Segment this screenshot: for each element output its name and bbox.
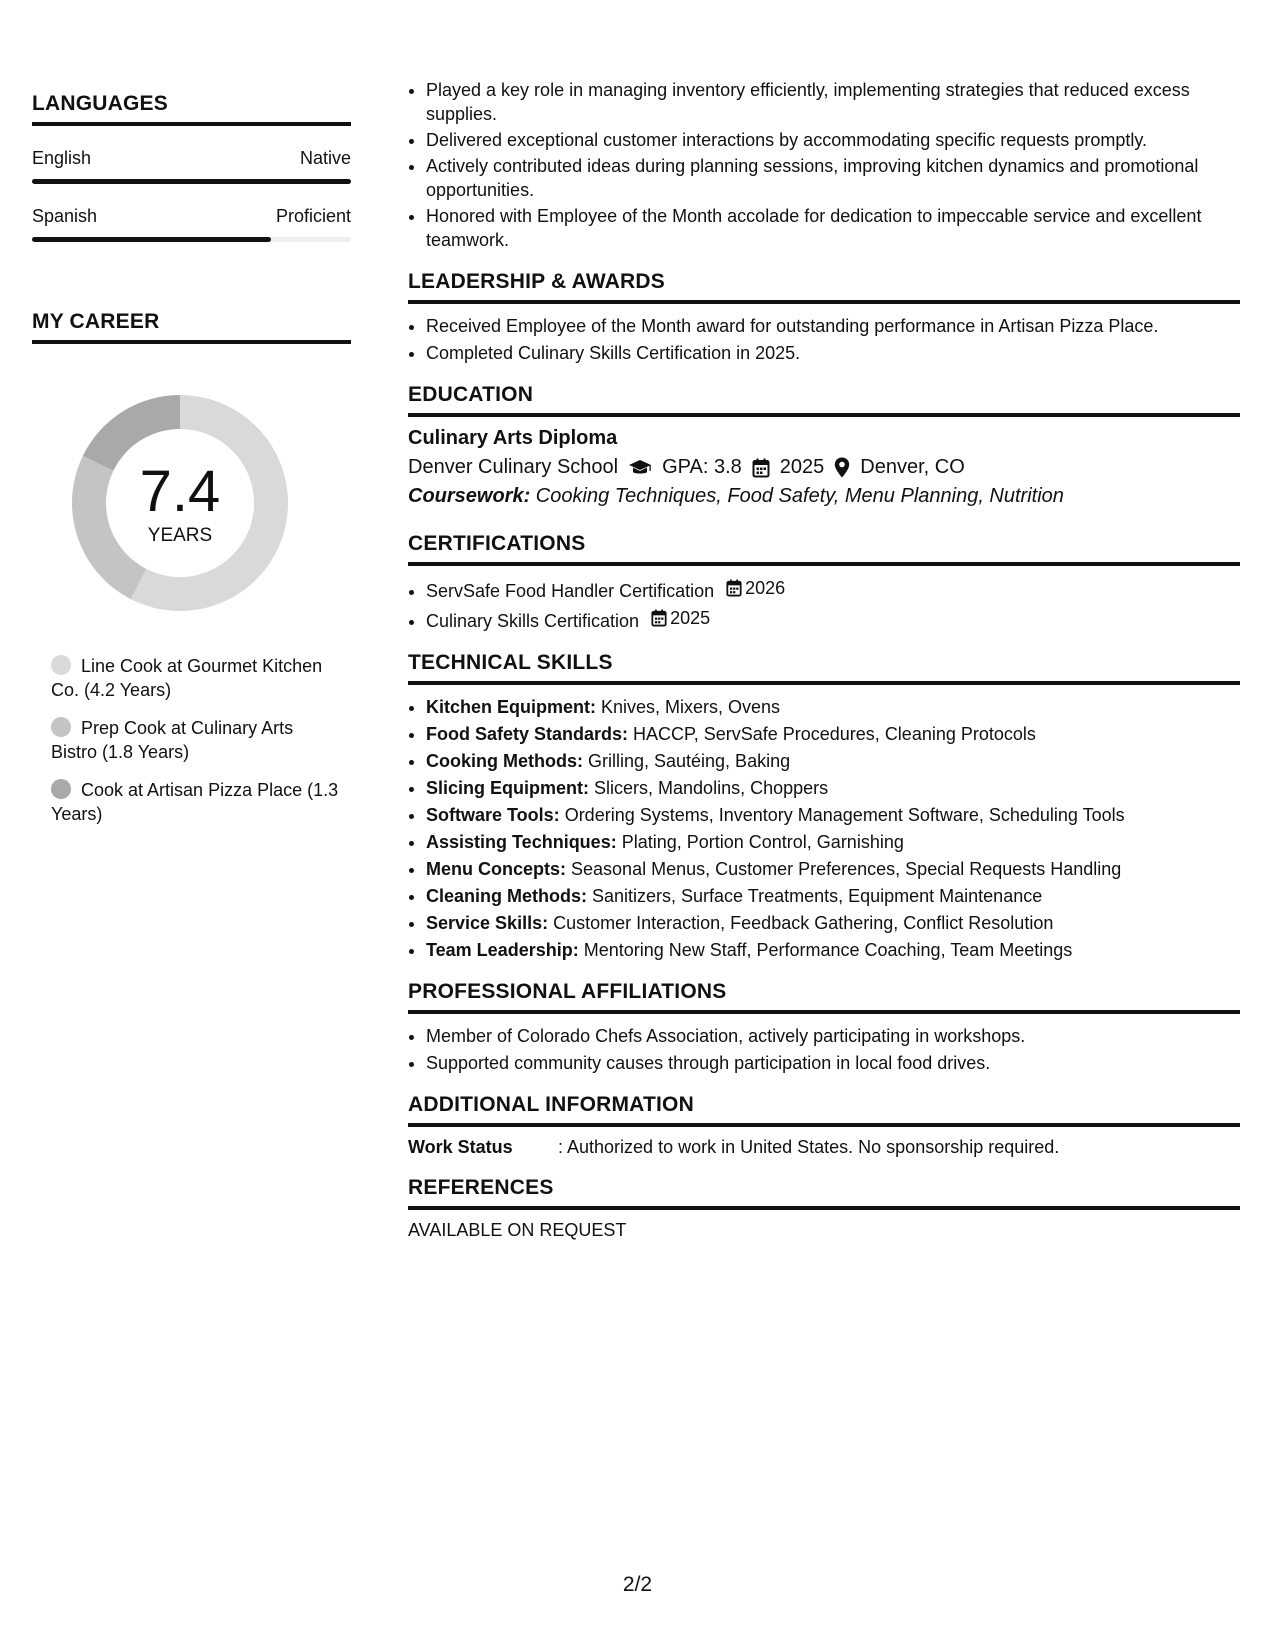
skill-value: Mentoring New Staff, Performance Coaching, Team Meetings <box>578 940 1073 960</box>
skill-value: Seasonal Menus, Customer Preferences, Special Requests Handling <box>566 859 1122 879</box>
skill-value: Customer Interaction, Feedback Gathering, Conflict Resolution <box>548 913 1054 933</box>
education-gpa: GPA: 3.8 <box>662 456 742 478</box>
skill-label: Cooking Methods: <box>426 751 583 771</box>
list-item <box>426 776 1240 800</box>
list-item <box>426 576 1240 603</box>
work-status-label: Work Status <box>408 1137 513 1157</box>
list-item: • Played a key role in managing inventory efficiently, implementing strategies that reduced excess supplies. <box>426 78 1240 126</box>
legend-label: Line Cook at Gourmet Kitchen Co. (4.2 Years) <box>51 656 323 700</box>
certification-year: 2025 <box>670 608 711 628</box>
coursework-value: Cooking Techniques, Food Safety, Menu Planning, Nutrition <box>530 485 1064 507</box>
career-title: MY CAREER <box>32 310 351 344</box>
language-bar <box>32 237 351 242</box>
calendar-icon <box>726 579 742 597</box>
education-degree: Culinary Arts Diploma <box>408 427 618 449</box>
legend-label: Cook at Artisan Pizza Place (1.3 Years) <box>51 780 339 824</box>
experience-bullets <box>408 78 1240 252</box>
skill-label: Food Safety Standards: <box>426 724 629 744</box>
legend-dot <box>51 717 71 737</box>
education-section <box>408 383 1240 508</box>
list-item <box>426 749 1240 773</box>
legend-label: Prep Cook at Culinary Arts Bistro (1.8 Years) <box>51 718 294 762</box>
graduation-cap-icon <box>628 459 652 477</box>
work-status <box>408 1137 1240 1158</box>
list-item: • Completed Culinary Skills Certification in 2025. <box>426 341 1240 365</box>
language-level: Native <box>299 148 351 168</box>
leadership-section <box>408 270 1240 365</box>
list-item <box>426 857 1240 881</box>
list-item: • Actively contributed ideas during planning sessions, improving kitchen dynamics and promotional opportunities. <box>426 154 1240 202</box>
certification-name: Culinary Skills Certification <box>426 611 640 631</box>
skill-value: Sanitizers, Surface Treatments, Equipment Maintenance <box>587 886 1043 906</box>
skill-value: HACCP, ServSafe Procedures, Cleaning Protocols <box>628 724 1036 744</box>
legend-dot <box>51 655 71 675</box>
education-year: 2025 <box>779 456 825 478</box>
list-item <box>426 830 1240 854</box>
page-number: 2/2 <box>622 1573 653 1596</box>
skill-value: Knives, Mixers, Ovens <box>596 697 781 717</box>
map-pin-icon <box>834 457 850 478</box>
skills-section <box>408 651 1240 962</box>
skill-label: Kitchen Equipment: <box>426 697 596 717</box>
career-total-unit: YEARS <box>147 525 213 546</box>
certification-year: 2026 <box>745 578 786 598</box>
list-item <box>426 695 1240 719</box>
list-item: • Member of Colorado Chefs Association, actively participating in workshops. <box>426 1024 1240 1048</box>
list-item <box>426 911 1240 935</box>
certification-name: ServSafe Food Handler Certification <box>426 581 715 601</box>
career-legend <box>51 654 341 826</box>
list-item: • Honored with Employee of the Month accolade for dedication to impeccable service and excellent teamwork. <box>426 204 1240 252</box>
calendar-icon <box>651 609 667 627</box>
work-status-value: : Authorized to work in United States. No sponsorship required. <box>558 1137 1060 1157</box>
calendar-icon <box>752 458 770 478</box>
education-coursework <box>408 485 1240 508</box>
list-item <box>426 884 1240 908</box>
list-item: • Supported community causes through participation in local food drives. <box>426 1051 1240 1075</box>
language-name: English <box>32 148 92 168</box>
language-bar-fill <box>32 179 351 184</box>
list-item: • Delivered exceptional customer interactions by accommodating specific requests promptly. <box>426 128 1240 152</box>
skill-label: Cleaning Methods: <box>426 886 587 906</box>
certifications-title: CERTIFICATIONS <box>408 532 1240 566</box>
career-donut-chart <box>65 388 295 618</box>
list-item <box>426 803 1240 827</box>
skill-label: Slicing Equipment: <box>426 778 590 798</box>
list-item <box>426 606 1240 633</box>
education-location: Denver, CO <box>860 456 965 478</box>
legend-item <box>51 778 341 826</box>
list-item: • Received Employee of the Month award for outstanding performance in Artisan Pizza Place. <box>426 314 1240 338</box>
references-section <box>408 1176 1240 1241</box>
coursework-label: Coursework: <box>408 485 531 507</box>
education-school: Denver Culinary School <box>408 456 619 478</box>
sidebar <box>32 92 351 840</box>
skill-value: Plating, Portion Control, Garnishing <box>616 832 904 852</box>
references-title: REFERENCES <box>408 1176 1240 1210</box>
affiliations-title: PROFESSIONAL AFFILIATIONS <box>408 980 1240 1014</box>
languages-title: LANGUAGES <box>32 92 351 126</box>
legend-item <box>51 654 341 702</box>
education-details <box>408 456 1240 479</box>
certifications-section <box>408 532 1240 633</box>
skill-value: Slicers, Mandolins, Choppers <box>589 778 829 798</box>
skill-label: Team Leadership: <box>426 940 579 960</box>
leadership-title: LEADERSHIP & AWARDS <box>408 270 1240 304</box>
language-item <box>32 206 351 242</box>
list-item <box>426 722 1240 746</box>
skill-value: Ordering Systems, Inventory Management Software, Scheduling Tools <box>559 805 1125 825</box>
career-total-years: 7.4 <box>139 459 221 524</box>
additional-title: ADDITIONAL INFORMATION <box>408 1093 1240 1127</box>
legend-item <box>51 716 341 764</box>
list-item <box>426 938 1240 962</box>
affiliations-section <box>408 980 1240 1075</box>
language-bar-fill <box>32 237 271 242</box>
legend-dot <box>51 779 71 799</box>
language-level: Proficient <box>275 206 351 226</box>
skill-label: Service Skills: <box>426 913 549 933</box>
skill-label: Assisting Techniques: <box>426 832 617 852</box>
education-title: EDUCATION <box>408 383 1240 417</box>
main-content <box>408 78 1240 1241</box>
additional-section <box>408 1093 1240 1158</box>
references-text: AVAILABLE ON REQUEST <box>408 1220 627 1240</box>
skill-label: Menu Concepts: <box>426 859 567 879</box>
skill-label: Software Tools: <box>426 805 560 825</box>
language-name: Spanish <box>32 206 98 226</box>
language-item <box>32 148 351 184</box>
language-bar <box>32 179 351 184</box>
skills-title: TECHNICAL SKILLS <box>408 651 1240 685</box>
skill-value: Grilling, Sautéing, Baking <box>582 751 791 771</box>
